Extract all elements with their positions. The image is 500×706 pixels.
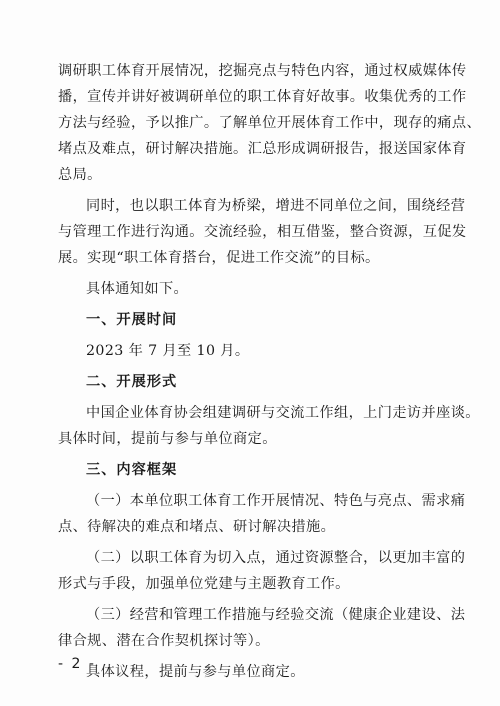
paragraph-line: 具体通知如下。 — [86, 281, 189, 297]
paragraph-line: 与管理工作进行沟通。交流经验，相互借鉴，整合资源，互促发 — [58, 224, 467, 240]
paragraph-line: 中国企业体育协会组建调研与交流工作组，上门走访并座谈。 — [86, 405, 480, 421]
document-body — [58, 58, 482, 685]
paragraph-line: 展。实现“职工体育搭台，促进工作交流”的目标。 — [58, 250, 380, 266]
paragraph-line: 播，宣传并讲好被调研单位的职工体育好故事。收集优秀的工作 — [58, 89, 467, 105]
paragraph-line: 方法与经验，予以推广。了解单位开展体育工作中，现存的痛点、 — [58, 115, 482, 131]
paragraph-line: （一）本单位职工体育工作开展情况、特色与亮点、需求痛 — [86, 493, 466, 509]
paragraph-line: 堵点及难点，研讨解决措施。汇总形成调研报告，报送国家体育 — [58, 141, 467, 157]
paragraph-line: （三）经营和管理工作措施与经验交流（健康企业建设、法 — [86, 607, 466, 623]
section-heading-format: 二、开展形式 — [86, 374, 178, 390]
page-number: - 2 - — [58, 656, 96, 672]
section-heading-content: 三、内容框架 — [86, 462, 178, 478]
paragraph-line: 律合规、潜在合作契机探讨等）。 — [58, 633, 270, 649]
section-heading-time: 一、开展时间 — [86, 312, 178, 328]
paragraph-line: 2023 年 7 月至 10 月。 — [86, 343, 250, 359]
paragraph-line: 具体时间，提前与参与单位商定。 — [58, 431, 277, 447]
paragraph-line: 调研职工体育开展情况，挖掘亮点与特色内容，通过权威媒体传 — [58, 63, 467, 79]
paragraph-line: 同时，也以职工体育为桥梁，增进不同单位之间，围绕经营 — [86, 198, 466, 214]
paragraph-line: 点、待解决的难点和堵点、研讨解决措施。 — [58, 519, 336, 535]
paragraph-line: （二）以职工体育为切入点，通过资源整合，以更加丰富的 — [86, 550, 466, 566]
paragraph-line: 形式与手段，加强单位党建与主题教育工作。 — [58, 576, 350, 592]
paragraph-line: 总局。 — [58, 167, 102, 183]
paragraph-line: 具体议程，提前与参与单位商定。 — [86, 664, 305, 680]
